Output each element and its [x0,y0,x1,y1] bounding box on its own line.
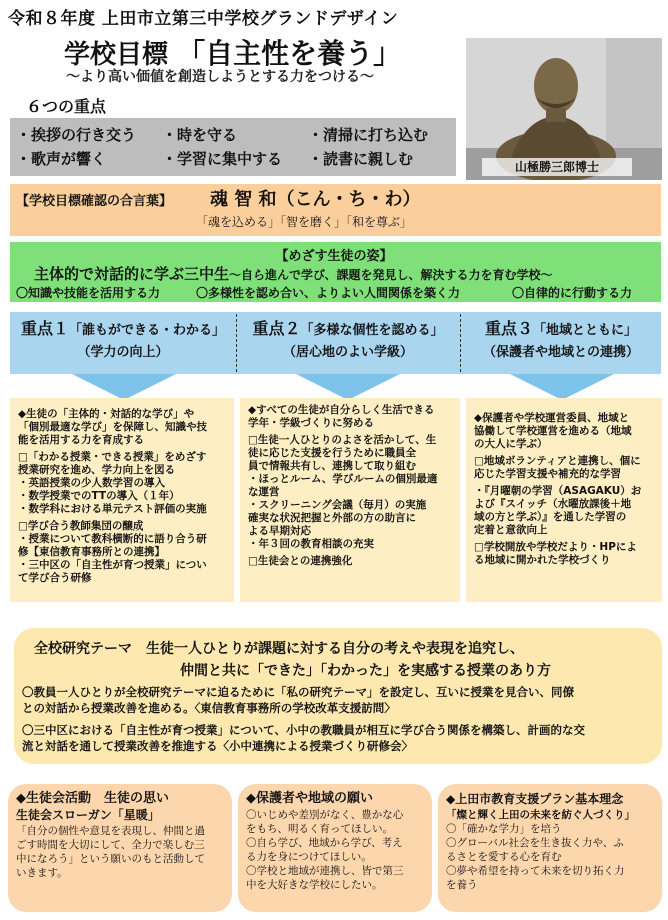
card-line: □学び合う教師集団の醸成 ・授業について教科横断的に語り合う研 修【東信教育事務所との連携】 ・三中区の「自主性が育つ授業」につい て学び合う研修 [18,520,207,584]
point-item: ・学習に集中する [162,150,283,168]
card-line: □学校開放や学校だより・HPによ る地域に開かれた学校づくり [474,541,637,566]
pillar-subtitle: （居心地のよい学級） [282,345,413,360]
research-theme-line2: 仲間と共に「できた」「わかった」を実感する授業のあり方 [180,663,551,679]
point-item: ・時を守る [162,126,238,144]
card-subheading: 生徒会スローガン「星暖」 [16,808,160,822]
photo-caption: 山極勝三郎博士 [482,158,632,176]
down-arrow-icon [510,374,614,400]
card-line: □「わかる授業・できる授業」をめざす 授業研究を進め、学力向上を図る ・英語授業の少人数学習の導入 ・数学授業でのTTの導入（１年） ・数学科における単元テスト評価の実施 [18,451,207,515]
pillar-1-header [12,318,234,364]
down-arrow-icon [72,374,176,400]
pillar-subtitle: （保護者や地域との連携） [482,345,639,360]
pillar-2-header [238,318,458,364]
research-item: 〇三中区における「自主性が育つ授業」について、小中の教職員が相互に学び合う関係を構築し、計画的な交 流と対話を通して授業改善を推進する〈小中連携による授業づくり研修会〉 [22,723,586,753]
aim-item: 〇多様性を認め合い、よりよい人間関係を築く力 [196,286,461,300]
research-theme-line1: 全校研究テーマ 生徒一人ひとりが課題に対する自分の考えや表現を追究し、 [34,641,524,657]
card-subheading: 「燦と輝く上田の未来を紡ぐ人づくり」 [446,809,635,821]
pillar-title: 「地域とともに」 [533,323,638,338]
point-item: ・清掃に打ち込む [308,126,429,144]
pillar-title: 「誰もができる・わかる」 [69,323,226,338]
pillar-subtitle: （学力の向上） [77,345,169,360]
point-item: ・読書に親しむ [308,150,414,168]
card-line: ◆保護者や学校運営委員、地域と 協働して学校運営を進める（地域 の大人に学ぶ） [474,412,632,450]
aim-main-suffix: ～自ら進んで学び、課題を発見し、解決する力を育む学校～ [229,268,553,282]
pillar-title: 「多様な個性を認める」 [300,323,444,338]
divider [460,314,461,372]
card-line: □生徒会との連携強化 [248,555,353,567]
down-arrow-icon [296,374,400,400]
aim-main [34,263,553,284]
card-body: 〇「確かな学力」を培う 〇グローバル社会を生き抜く力や、ふ るさとを愛する心を育む 〇夢や希望を持って未来を切り拓く力 を養う [446,823,625,891]
community-wishes-card [238,784,432,912]
card-heading: ◆生徒会活動 生徒の思い [16,791,169,806]
page-title: 令和８年度 上田市立第三中学校グランドデザイン [8,9,399,29]
card-body: 〇いじめや差別がなく、豊かな心 をもち、明るく育ってほしい。 〇自ら学び、地域から学び、考え る力を身につけてほしい。 〇学校と地域が連携し、皆で第三 中を大好きな学校にしたい。 [246,809,404,891]
pillar-1-card [10,398,234,602]
goal-main: 「自主性を養う」 [177,37,402,70]
card-heading: ◆保護者や地域の願い [246,791,373,806]
point-item: ・挨拶の行き交う [16,126,137,144]
card-body: 「自分の個性や意見を表現し、仲間と過 ごす時間を大切にして、全力で楽しむ三 中になろう」という願いのもと活動して いきます。 [16,825,205,879]
card-line: ・『月曜朝の学習（ASAGAKU）お よび『スイッチ（水曜放課後＋地 域の方と学ぶ）』を通した学習の 定着と意欲向上 [474,485,642,536]
goal-prefix: 学校目標 [64,40,169,70]
divider [236,314,237,372]
aim-item: 〇自律的に行動する力 [512,286,633,300]
aim-main-text: 主体的で対話的に学ぶ三中生 [34,265,230,283]
city-plan-card [438,784,662,912]
pillar-2-card [240,398,460,602]
card-line: □地域ボランティアと連携し、個に 応じた学習支援や補充的な学習 [474,455,641,480]
card-line: ◆すべての生徒が自分らしく生活できる 学年・学級づくりに努める [248,404,435,429]
pillar-num: 重点２ [252,319,301,338]
motto-main: 魂 智 和（こん・ち・わ） [210,189,421,210]
points-label: ６つの重点 [26,97,107,116]
card-heading: ◆上田市教育支援プラン基本理念 [446,792,624,806]
aim-label: 【めざす生徒の姿】 [275,249,393,264]
pillar-3-header [462,318,660,364]
card-line: ◆生徒の「主体的・対話的な学び」や 「個別最適な学び」を保障し、知識や技 能を活用する力を育成する [18,408,207,446]
student-council-card [8,784,232,912]
aim-item: 〇知識や技能を活用する力 [16,286,161,300]
motto-sub: 「魂を込める」「智を磨く」「和を尊ぶ」 [196,215,413,229]
goal-subtitle: ～より高い価値を創造しようとする力をつける～ [66,69,374,85]
pillar-3-card [466,398,662,602]
motto-label: 【学校目標確認の合言葉】 [16,194,173,209]
pillar-num: 重点３ [484,319,533,338]
pillar-num: 重点１ [20,319,69,338]
card-line: □生徒一人ひとりのよさを活かして、生 徒に応じた支援を行うために職員全 員で情報共有し、連携して取り組む ・ほっとルーム、学びルームの個別最適 な運営 ・スクリーニング会議（毎月）の実施 確実な状況把握と外部の方の助言に よる早期対応 ・年３回の教育相談の充実 [248,434,438,550]
point-item: ・歌声が響く [16,150,107,168]
research-item: 〇教員一人ひとりが全校研究テーマに迫るために「私の研究テーマ」を設定し、互いに授業を見合い、同僚 との対話から授業改善を進める。〈東信教育事務所の学校改革支援訪問〉 [22,685,574,715]
